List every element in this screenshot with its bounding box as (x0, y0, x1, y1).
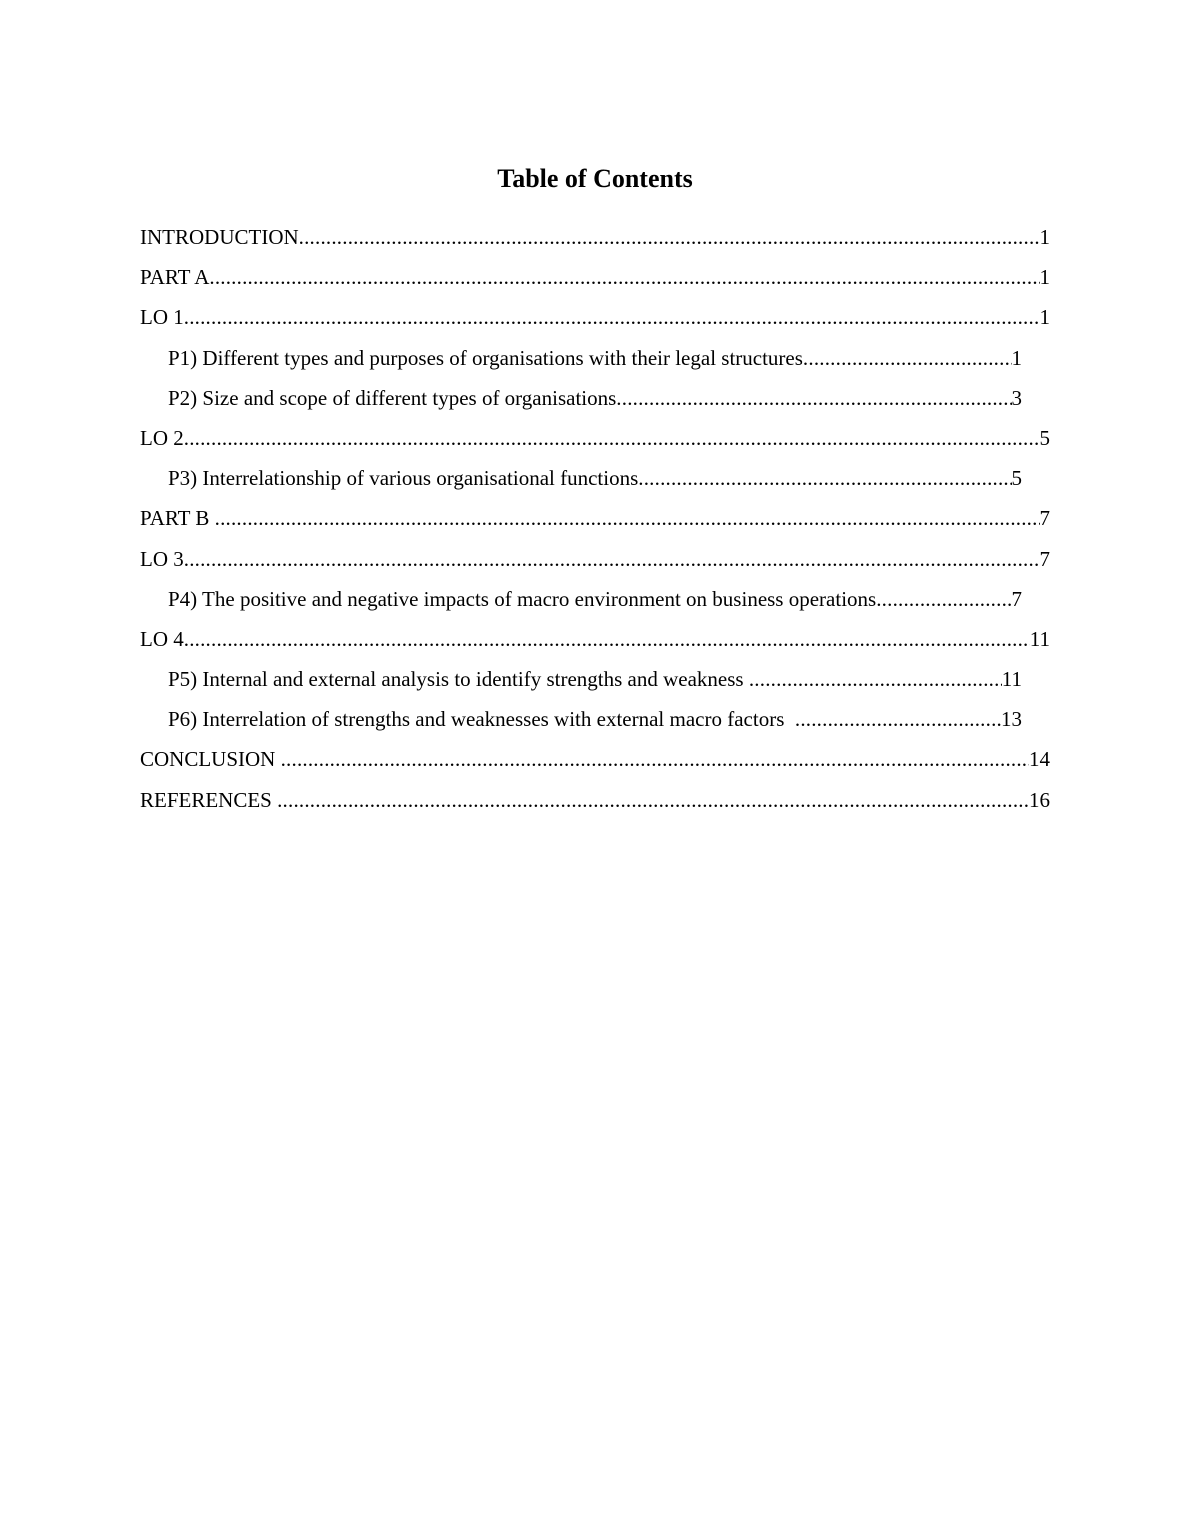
toc-entry-p6[interactable] (168, 699, 1022, 739)
toc-entry-lo-3[interactable] (140, 539, 1050, 579)
toc-page-number: 1 (1039, 305, 1050, 330)
toc-entry-text: LO 1 (140, 305, 184, 330)
toc-entry-p3[interactable] (168, 458, 1022, 498)
toc-entry-text: LO 4 (140, 626, 184, 651)
toc-page-number: 11 (1001, 667, 1022, 692)
toc-entry-text: CONCLUSION (140, 747, 281, 772)
toc-page-number: 14 (1029, 747, 1050, 772)
toc-entry-lo-4[interactable] (140, 619, 1050, 659)
toc-dot-leader (184, 539, 1040, 579)
toc-entry-text: P1) Different types and purposes of organisations with their legal structures (168, 345, 803, 370)
toc-entry-lo-2[interactable] (140, 418, 1050, 458)
toc-entry-text: P5) Internal and external analysis to identify strengths and weakness (168, 667, 749, 692)
toc-dot-leader (876, 579, 1011, 619)
toc-dot-leader (795, 699, 1001, 739)
toc-entry-references[interactable] (140, 780, 1050, 820)
toc-list (0, 217, 1190, 820)
toc-dot-leader (616, 378, 1011, 418)
toc-dot-leader (184, 297, 1040, 337)
toc-entry-p1[interactable] (168, 338, 1022, 378)
toc-dot-leader (638, 458, 1011, 498)
toc-entry-text: REFERENCES (140, 787, 278, 812)
toc-entry-text: P3) Interrelationship of various organisational functions (168, 466, 639, 491)
toc-page-number: 3 (1011, 385, 1022, 410)
toc-entry-text: P4) The positive and negative impacts of macro environment on business operations (168, 586, 877, 611)
toc-entry-text: PART A (140, 265, 210, 290)
toc-dot-leader (215, 498, 1040, 538)
toc-page-number: 16 (1029, 787, 1050, 812)
toc-page-number: 5 (1011, 466, 1022, 491)
toc-page-number: 11 (1029, 626, 1050, 651)
toc-entry-text: INTRODUCTION (140, 225, 299, 249)
toc-entry-introduction[interactable] (140, 217, 1050, 257)
toc-dot-leader (749, 659, 1002, 699)
toc-entry-text: LO 3 (140, 546, 184, 571)
toc-dot-leader (277, 780, 1029, 820)
toc-entry-text: PART B (140, 506, 215, 531)
toc-entry-part-a[interactable] (140, 257, 1050, 297)
toc-dot-leader (209, 257, 1039, 297)
toc-dot-leader (184, 619, 1030, 659)
toc-entry-part-b[interactable] (140, 498, 1050, 538)
toc-page-number: 7 (1039, 506, 1050, 531)
toc-entry-p4[interactable] (168, 579, 1022, 619)
toc-page-number: 7 (1011, 586, 1022, 611)
toc-dot-leader (184, 418, 1040, 458)
toc-entry-text: LO 2 (140, 425, 184, 450)
toc-page-number: 13 (1001, 707, 1022, 732)
toc-title: Table of Contents (497, 164, 693, 193)
toc-entry-text: P6) Interrelation of strengths and weaknesses with external macro factors (168, 707, 795, 732)
toc-page-number: 1 (1039, 225, 1050, 249)
toc-dot-leader (281, 739, 1029, 779)
toc-page-number: 7 (1039, 546, 1050, 571)
toc-dot-leader (299, 217, 1040, 257)
toc-entry-p5[interactable] (168, 659, 1022, 699)
toc-entry-lo-1[interactable] (140, 297, 1050, 337)
toc-entry-p2[interactable] (168, 378, 1022, 418)
toc-page-number: 1 (1039, 265, 1050, 290)
toc-entry-conclusion[interactable] (140, 739, 1050, 779)
toc-page-number: 5 (1039, 425, 1050, 450)
toc-dot-leader (803, 338, 1012, 378)
toc-page-number: 1 (1011, 345, 1022, 370)
toc-entry-text: P2) Size and scope of different types of organisations (168, 385, 617, 410)
